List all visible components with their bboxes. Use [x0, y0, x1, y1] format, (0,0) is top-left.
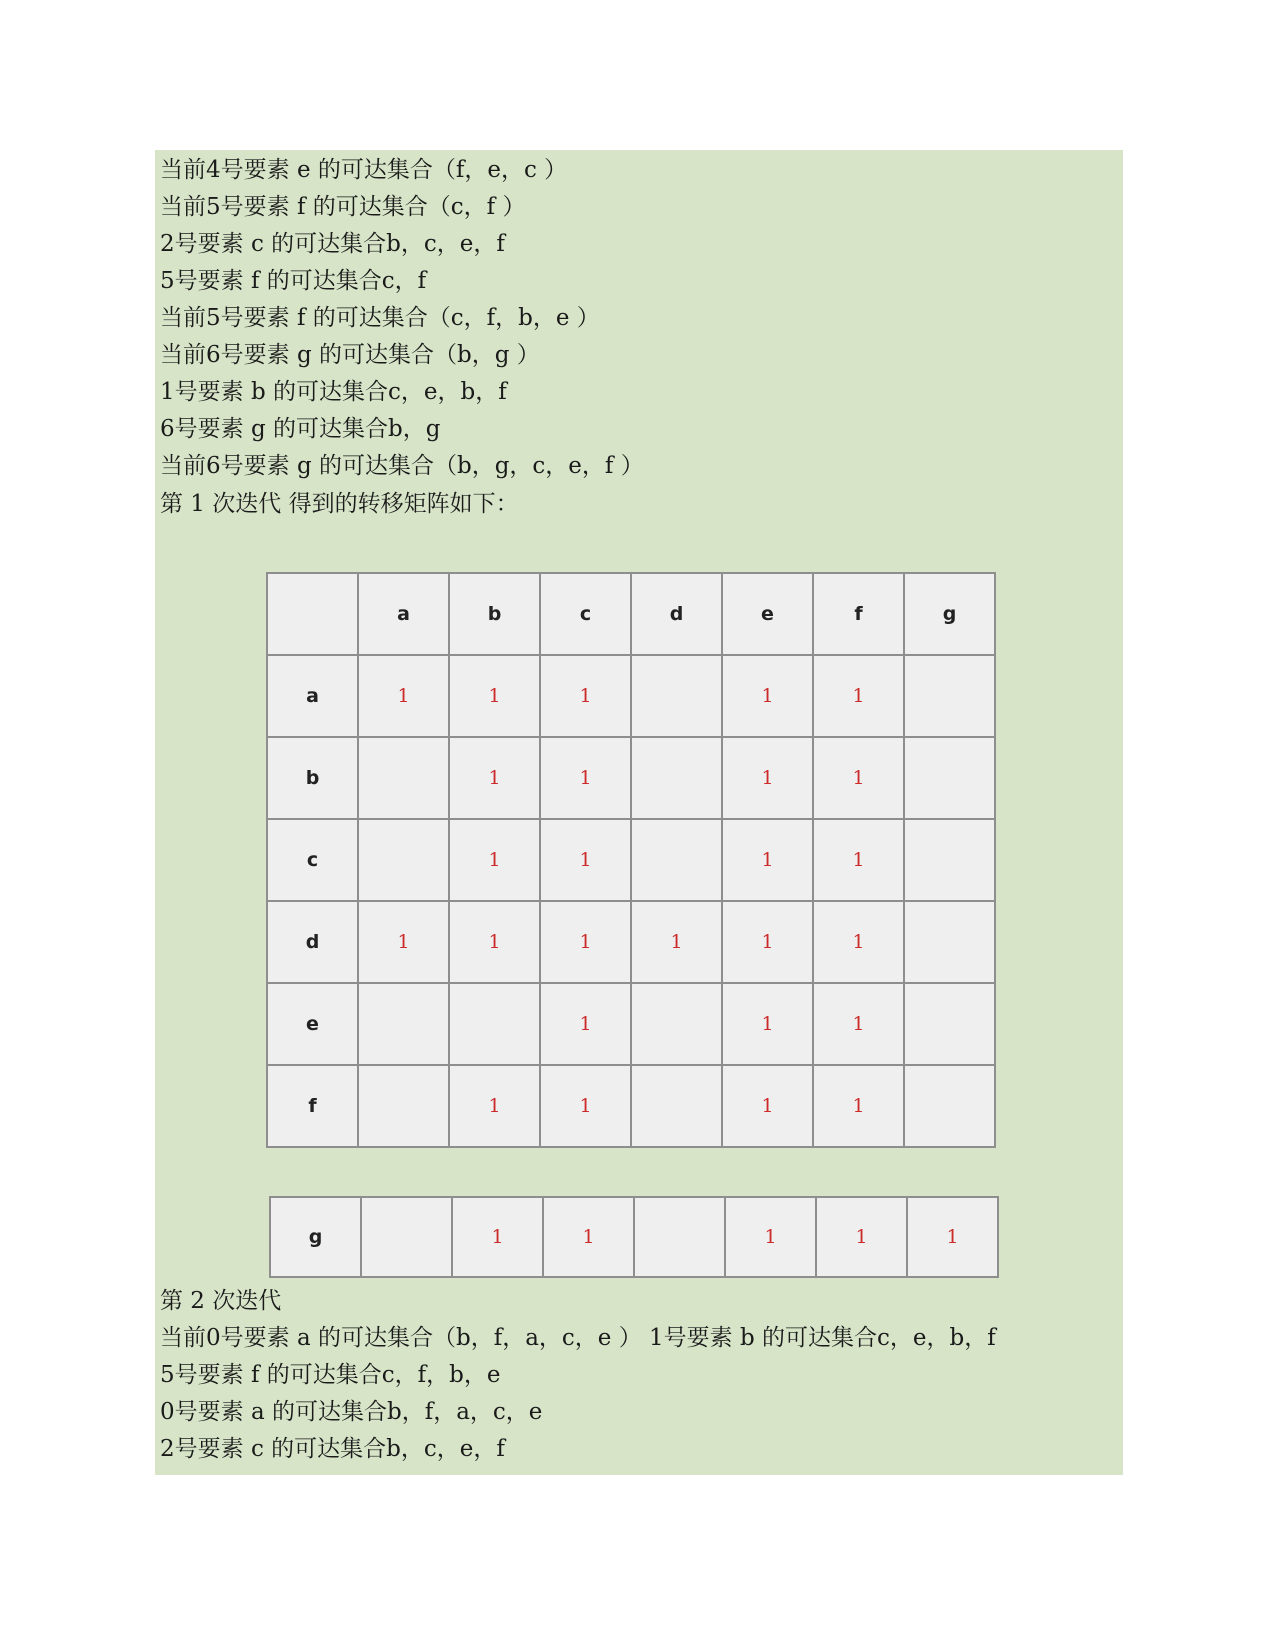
- row-header: b: [267, 737, 358, 819]
- matrix-cell: 1: [631, 901, 722, 983]
- matrix-cell: [631, 737, 722, 819]
- text-line: 5号要素 f 的可达集合c，f，b，e: [160, 1362, 501, 1388]
- text-line: 2号要素 c 的可达集合b，c，e，f: [160, 231, 505, 257]
- matrix-caption: 第 1 次迭代 得到的转移矩阵如下：: [160, 491, 519, 517]
- matrix-cell: 1: [540, 737, 631, 819]
- matrix-cell: 1: [813, 983, 904, 1065]
- matrix-cell: 1: [449, 737, 540, 819]
- row-header: d: [267, 901, 358, 983]
- column-header: g: [904, 573, 995, 655]
- text-line: 当前6号要素 g 的可达集合（b，g ）: [160, 342, 540, 368]
- text-line: 当前5号要素 f 的可达集合（c，f ）: [160, 194, 526, 220]
- text-line: 6号要素 g 的可达集合b，g: [160, 416, 441, 442]
- matrix-cell: 1: [449, 655, 540, 737]
- matrix-row: [267, 1065, 995, 1147]
- row-header: f: [267, 1065, 358, 1147]
- column-header: e: [722, 573, 813, 655]
- matrix-cell: 1: [813, 655, 904, 737]
- transfer-matrix-g-row: [269, 1196, 999, 1278]
- matrix-cell: 1: [725, 1197, 816, 1277]
- column-header: c: [540, 573, 631, 655]
- matrix-cell: 1: [722, 655, 813, 737]
- transfer-matrix: [266, 572, 996, 1148]
- matrix-cell: [631, 655, 722, 737]
- column-header: b: [449, 573, 540, 655]
- matrix-cell: [358, 737, 449, 819]
- matrix-cell: [358, 1065, 449, 1147]
- matrix-header-row: [267, 573, 995, 655]
- matrix-cell: [631, 1065, 722, 1147]
- text-line: 1号要素 b 的可达集合c，e，b，f: [160, 379, 507, 405]
- matrix-cell: 1: [813, 737, 904, 819]
- matrix-cell: 1: [358, 901, 449, 983]
- matrix-row: [270, 1197, 998, 1277]
- iteration-heading: 第 2 次迭代: [160, 1288, 282, 1314]
- row-header: g: [270, 1197, 361, 1277]
- column-header: f: [813, 573, 904, 655]
- matrix-cell: [358, 819, 449, 901]
- column-header: d: [631, 573, 722, 655]
- matrix-cell: 1: [722, 1065, 813, 1147]
- matrix-cell: [449, 983, 540, 1065]
- matrix-cell: 1: [540, 1065, 631, 1147]
- matrix-cell: [631, 819, 722, 901]
- matrix-corner-cell: [267, 573, 358, 655]
- matrix-row: [267, 737, 995, 819]
- matrix-cell: [904, 1065, 995, 1147]
- text-line: 0号要素 a 的可达集合b，f，a，c，e: [160, 1399, 543, 1425]
- matrix-cell: 1: [358, 655, 449, 737]
- matrix-cell: 1: [722, 819, 813, 901]
- matrix-cell: 1: [813, 1065, 904, 1147]
- matrix-cell: 1: [816, 1197, 907, 1277]
- matrix-cell: 1: [543, 1197, 634, 1277]
- matrix-cell: 1: [540, 901, 631, 983]
- matrix-row: [267, 655, 995, 737]
- matrix-cell: 1: [813, 901, 904, 983]
- matrix-cell: 1: [722, 901, 813, 983]
- matrix-cell: 1: [813, 819, 904, 901]
- column-header: a: [358, 573, 449, 655]
- matrix-cell: [904, 655, 995, 737]
- matrix-row: [267, 983, 995, 1065]
- matrix-cell: 1: [907, 1197, 998, 1277]
- row-header: c: [267, 819, 358, 901]
- matrix-row: [267, 819, 995, 901]
- matrix-cell: 1: [722, 983, 813, 1065]
- matrix-cell: 1: [449, 901, 540, 983]
- matrix-cell: [904, 983, 995, 1065]
- matrix-cell: 1: [449, 819, 540, 901]
- text-line: 当前6号要素 g 的可达集合（b，g，c，e，f ）: [160, 453, 644, 479]
- matrix-cell: 1: [452, 1197, 543, 1277]
- matrix-cell: [361, 1197, 452, 1277]
- matrix-cell: 1: [540, 655, 631, 737]
- matrix-cell: [634, 1197, 725, 1277]
- matrix-cell: [904, 737, 995, 819]
- matrix-row: [267, 901, 995, 983]
- matrix-cell: [904, 901, 995, 983]
- text-line: 当前5号要素 f 的可达集合（c，f，b，e ）: [160, 305, 600, 331]
- row-header: e: [267, 983, 358, 1065]
- matrix-cell: 1: [540, 819, 631, 901]
- matrix-cell: [904, 819, 995, 901]
- text-line: 2号要素 c 的可达集合b，c，e，f: [160, 1436, 505, 1462]
- text-line: 当前0号要素 a 的可达集合（b，f，a，c，e ） 1号要素 b 的可达集合c，e，b，f: [160, 1325, 996, 1351]
- matrix-cell: [631, 983, 722, 1065]
- matrix-cell: 1: [449, 1065, 540, 1147]
- row-header: a: [267, 655, 358, 737]
- matrix-cell: 1: [722, 737, 813, 819]
- matrix-cell: 1: [540, 983, 631, 1065]
- matrix-cell: [358, 983, 449, 1065]
- text-line: 5号要素 f 的可达集合c，f: [160, 268, 427, 294]
- text-line: 当前4号要素 e 的可达集合（f，e，c ）: [160, 157, 568, 183]
